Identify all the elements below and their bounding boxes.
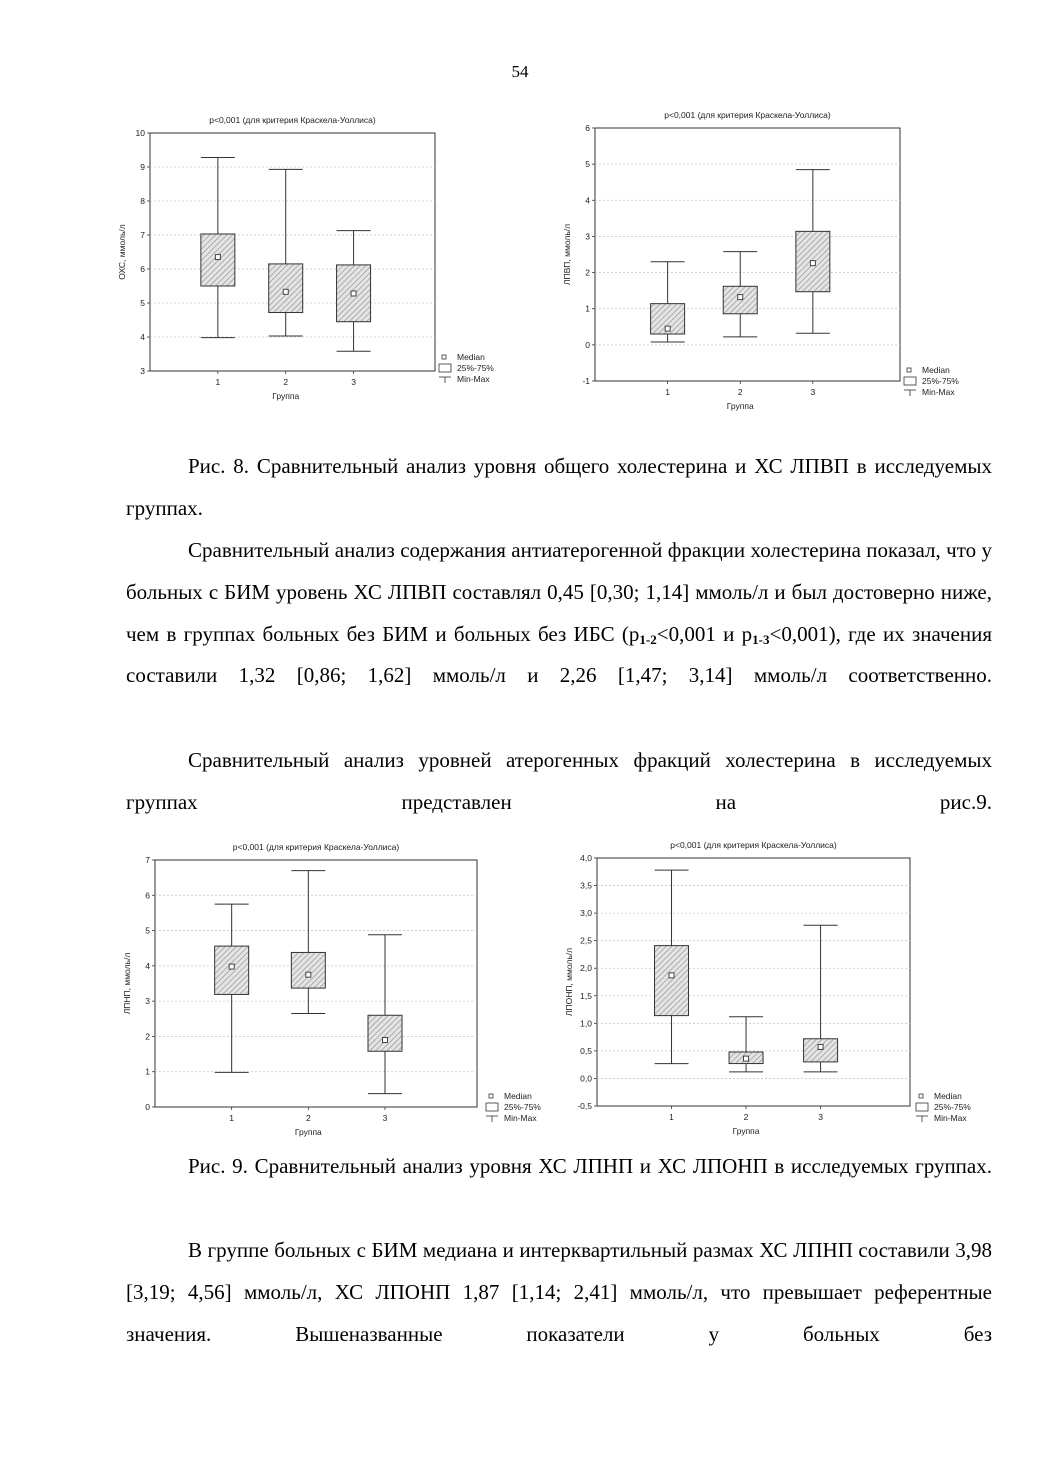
y-tick-label: 3: [140, 366, 145, 376]
legend-median-label: Median: [922, 365, 950, 375]
iqr-box: [368, 1015, 402, 1051]
x-tick-label: 3: [818, 1112, 823, 1122]
x-axis-label: Группа: [726, 401, 754, 411]
paragraph-hdl-text: Сравнительный анализ содержания антиатерогенной фракции холестерина показал, что у больных с БИМ уровень ХС ЛПВП составлял 0,45 [0,30; 1,14] ммоль/л и был достоверно ниже, чем в группах больных без БИМ и больных без ИБС (p: [126, 538, 992, 646]
y-tick-label: 7: [145, 855, 150, 865]
box-plot-hdl: [555, 103, 975, 415]
chart-title: p<0,001 (для критерия Краскела-Уоллиса): [209, 115, 376, 125]
y-tick-label: 5: [585, 159, 590, 170]
y-tick-label: 10: [135, 128, 145, 138]
y-tick-label: 3: [585, 231, 590, 242]
paragraph-hdl-analysis: [126, 530, 992, 697]
box-plot-ldl: [110, 835, 560, 1145]
figure-8-caption: Рис. 8. Сравнительный анализ уровня общего холестерина и ХС ЛПВП в исследуемых группах.: [126, 454, 992, 520]
y-tick-label: 3,0: [580, 908, 592, 919]
x-tick-label: 2: [737, 387, 743, 397]
legend-median-marker: [489, 1094, 493, 1098]
x-tick-label: 1: [215, 377, 221, 387]
iqr-box: [215, 946, 249, 994]
y-tick-label: 1: [145, 1066, 150, 1077]
subscript-p12: 1-2: [639, 631, 657, 647]
x-tick-label: 2: [283, 377, 289, 387]
y-tick-label: 5: [145, 925, 150, 936]
y-tick-label: 6: [145, 890, 150, 901]
legend-median-marker: [919, 1094, 923, 1098]
x-tick-label: 3: [351, 377, 356, 387]
y-tick-label: 3,5: [580, 880, 592, 891]
median-marker: [283, 289, 288, 294]
legend-median-marker: [907, 368, 911, 372]
iqr-box: [269, 264, 303, 313]
chart-title: p<0,001 (для критерия Краскела-Уоллиса): [664, 110, 831, 120]
chart-title: p<0,001 (для критерия Краскела-Уоллиса): [232, 842, 400, 852]
y-tick-label: 3: [145, 996, 150, 1007]
y-tick-label: 2: [585, 267, 590, 278]
legend-box-marker: [439, 364, 451, 372]
x-tick-label: 1: [665, 387, 670, 397]
x-axis-label: Группа: [294, 1127, 322, 1137]
box-plot-vldl: [545, 835, 985, 1145]
plot-frame: [150, 133, 435, 371]
legend-whisker-label: Min-Max: [457, 374, 490, 384]
y-axis-label: ЛПВП, ммоль/л: [562, 223, 572, 286]
y-tick-label: 0: [585, 339, 590, 350]
y-tick-label: 4: [140, 332, 145, 342]
y-axis-label: ЛПОНП, ммоль/л: [564, 947, 574, 1017]
median-marker: [306, 972, 311, 977]
plot-frame: [595, 128, 900, 381]
y-tick-label: 4,0: [580, 853, 592, 863]
plot-frame: [597, 858, 910, 1106]
median-marker: [351, 291, 356, 296]
legend-box-label: 25%-75%: [504, 1102, 541, 1112]
x-tick-label: 2: [305, 1113, 311, 1123]
legend-whisker-label: Min-Max: [504, 1113, 537, 1123]
legend-box-label: 25%-75%: [922, 376, 959, 386]
y-tick-label: 2: [145, 1031, 150, 1042]
x-tick-label: 3: [810, 387, 816, 397]
median-marker: [818, 1045, 823, 1050]
x-tick-label: 3: [382, 1113, 388, 1123]
page-number: 54: [511, 62, 529, 81]
median-marker: [810, 261, 815, 266]
legend-box-marker: [486, 1103, 498, 1111]
median-marker: [215, 255, 220, 260]
y-tick-label: 4: [145, 960, 150, 971]
legend-median-marker: [442, 355, 446, 359]
paragraph-hdl-mid: <0,001 и p: [656, 621, 753, 646]
iqr-box: [291, 952, 325, 988]
median-marker: [665, 326, 670, 331]
legend-box-marker: [916, 1103, 928, 1111]
chart-title: p<0,001 (для критерия Краскела-Уоллиса): [670, 840, 837, 850]
paragraph-atherogenic: Сравнительный анализ уровней атерогенных фракций холестерина в исследуемых группах представлен на рис.9.: [126, 748, 992, 814]
y-tick-label: 0,5: [580, 1045, 592, 1056]
y-tick-label: 9: [140, 162, 145, 172]
y-tick-label: 1,0: [580, 1018, 592, 1029]
x-axis-label: Группа: [732, 1126, 760, 1136]
y-tick-label: 4: [585, 195, 590, 206]
y-tick-label: 6: [585, 123, 590, 133]
x-tick-label: 1: [229, 1113, 235, 1123]
legend-whisker-label: Min-Max: [934, 1113, 967, 1123]
legend-box-marker: [904, 377, 916, 385]
y-axis-label: ЛПНП, ммоль/л: [122, 952, 132, 1015]
y-tick-label: 6: [140, 264, 145, 274]
median-marker: [744, 1056, 749, 1061]
median-marker: [383, 1037, 388, 1042]
x-axis-label: Группа: [272, 391, 300, 401]
y-tick-label: 2,5: [580, 935, 592, 946]
paragraph-hdl-end: <0,001), где их значения составили 1,32 [0,86; 1,62] ммоль/л и 2,26 [1,47; 3,14] ммоль/л соответственно.: [126, 621, 992, 688]
legend-median-label: Median: [504, 1091, 532, 1101]
y-tick-label: 8: [140, 196, 145, 206]
subscript-p13: 1-3: [752, 631, 770, 647]
y-tick-label: 1,5: [580, 990, 592, 1001]
y-tick-label: 2,0: [580, 963, 592, 974]
box-plot-total-cholesterol: [110, 108, 510, 408]
paragraph-bim-group: В группе больных с БИМ медиана и интерквартильный размах ХС ЛПНП составили 3,98 [3,19; 4,56] ммоль/л, ХС ЛПОНП 1,87 [1,14; 2,41] ммоль/л, что превышает референтные значения. Вышеназванные показатели у больных без: [126, 1238, 992, 1346]
legend-whisker-label: Min-Max: [922, 387, 955, 397]
iqr-box: [804, 1039, 838, 1062]
y-tick-label: 5: [140, 298, 145, 308]
y-tick-label: -1: [582, 376, 590, 386]
x-tick-label: 2: [743, 1112, 749, 1122]
y-tick-label: -0,5: [577, 1101, 592, 1111]
median-marker: [669, 973, 674, 978]
iqr-box: [655, 946, 689, 1016]
x-tick-label: 1: [669, 1112, 674, 1122]
figure-9-caption: Рис. 9. Сравнительный анализ уровня ХС ЛПНП и ХС ЛПОНП в исследуемых группах.: [188, 1154, 992, 1178]
y-tick-label: 1: [585, 303, 590, 314]
legend-median-label: Median: [457, 352, 485, 362]
median-marker: [738, 295, 743, 300]
legend-median-label: Median: [934, 1091, 962, 1101]
y-tick-label: 7: [140, 230, 145, 240]
legend-box-label: 25%-75%: [457, 363, 494, 373]
y-tick-label: 0: [145, 1102, 150, 1112]
y-axis-label: ОХС, ммоль/л: [117, 224, 127, 280]
median-marker: [229, 964, 234, 969]
legend-box-label: 25%-75%: [934, 1102, 971, 1112]
y-tick-label: 0,0: [580, 1073, 592, 1084]
